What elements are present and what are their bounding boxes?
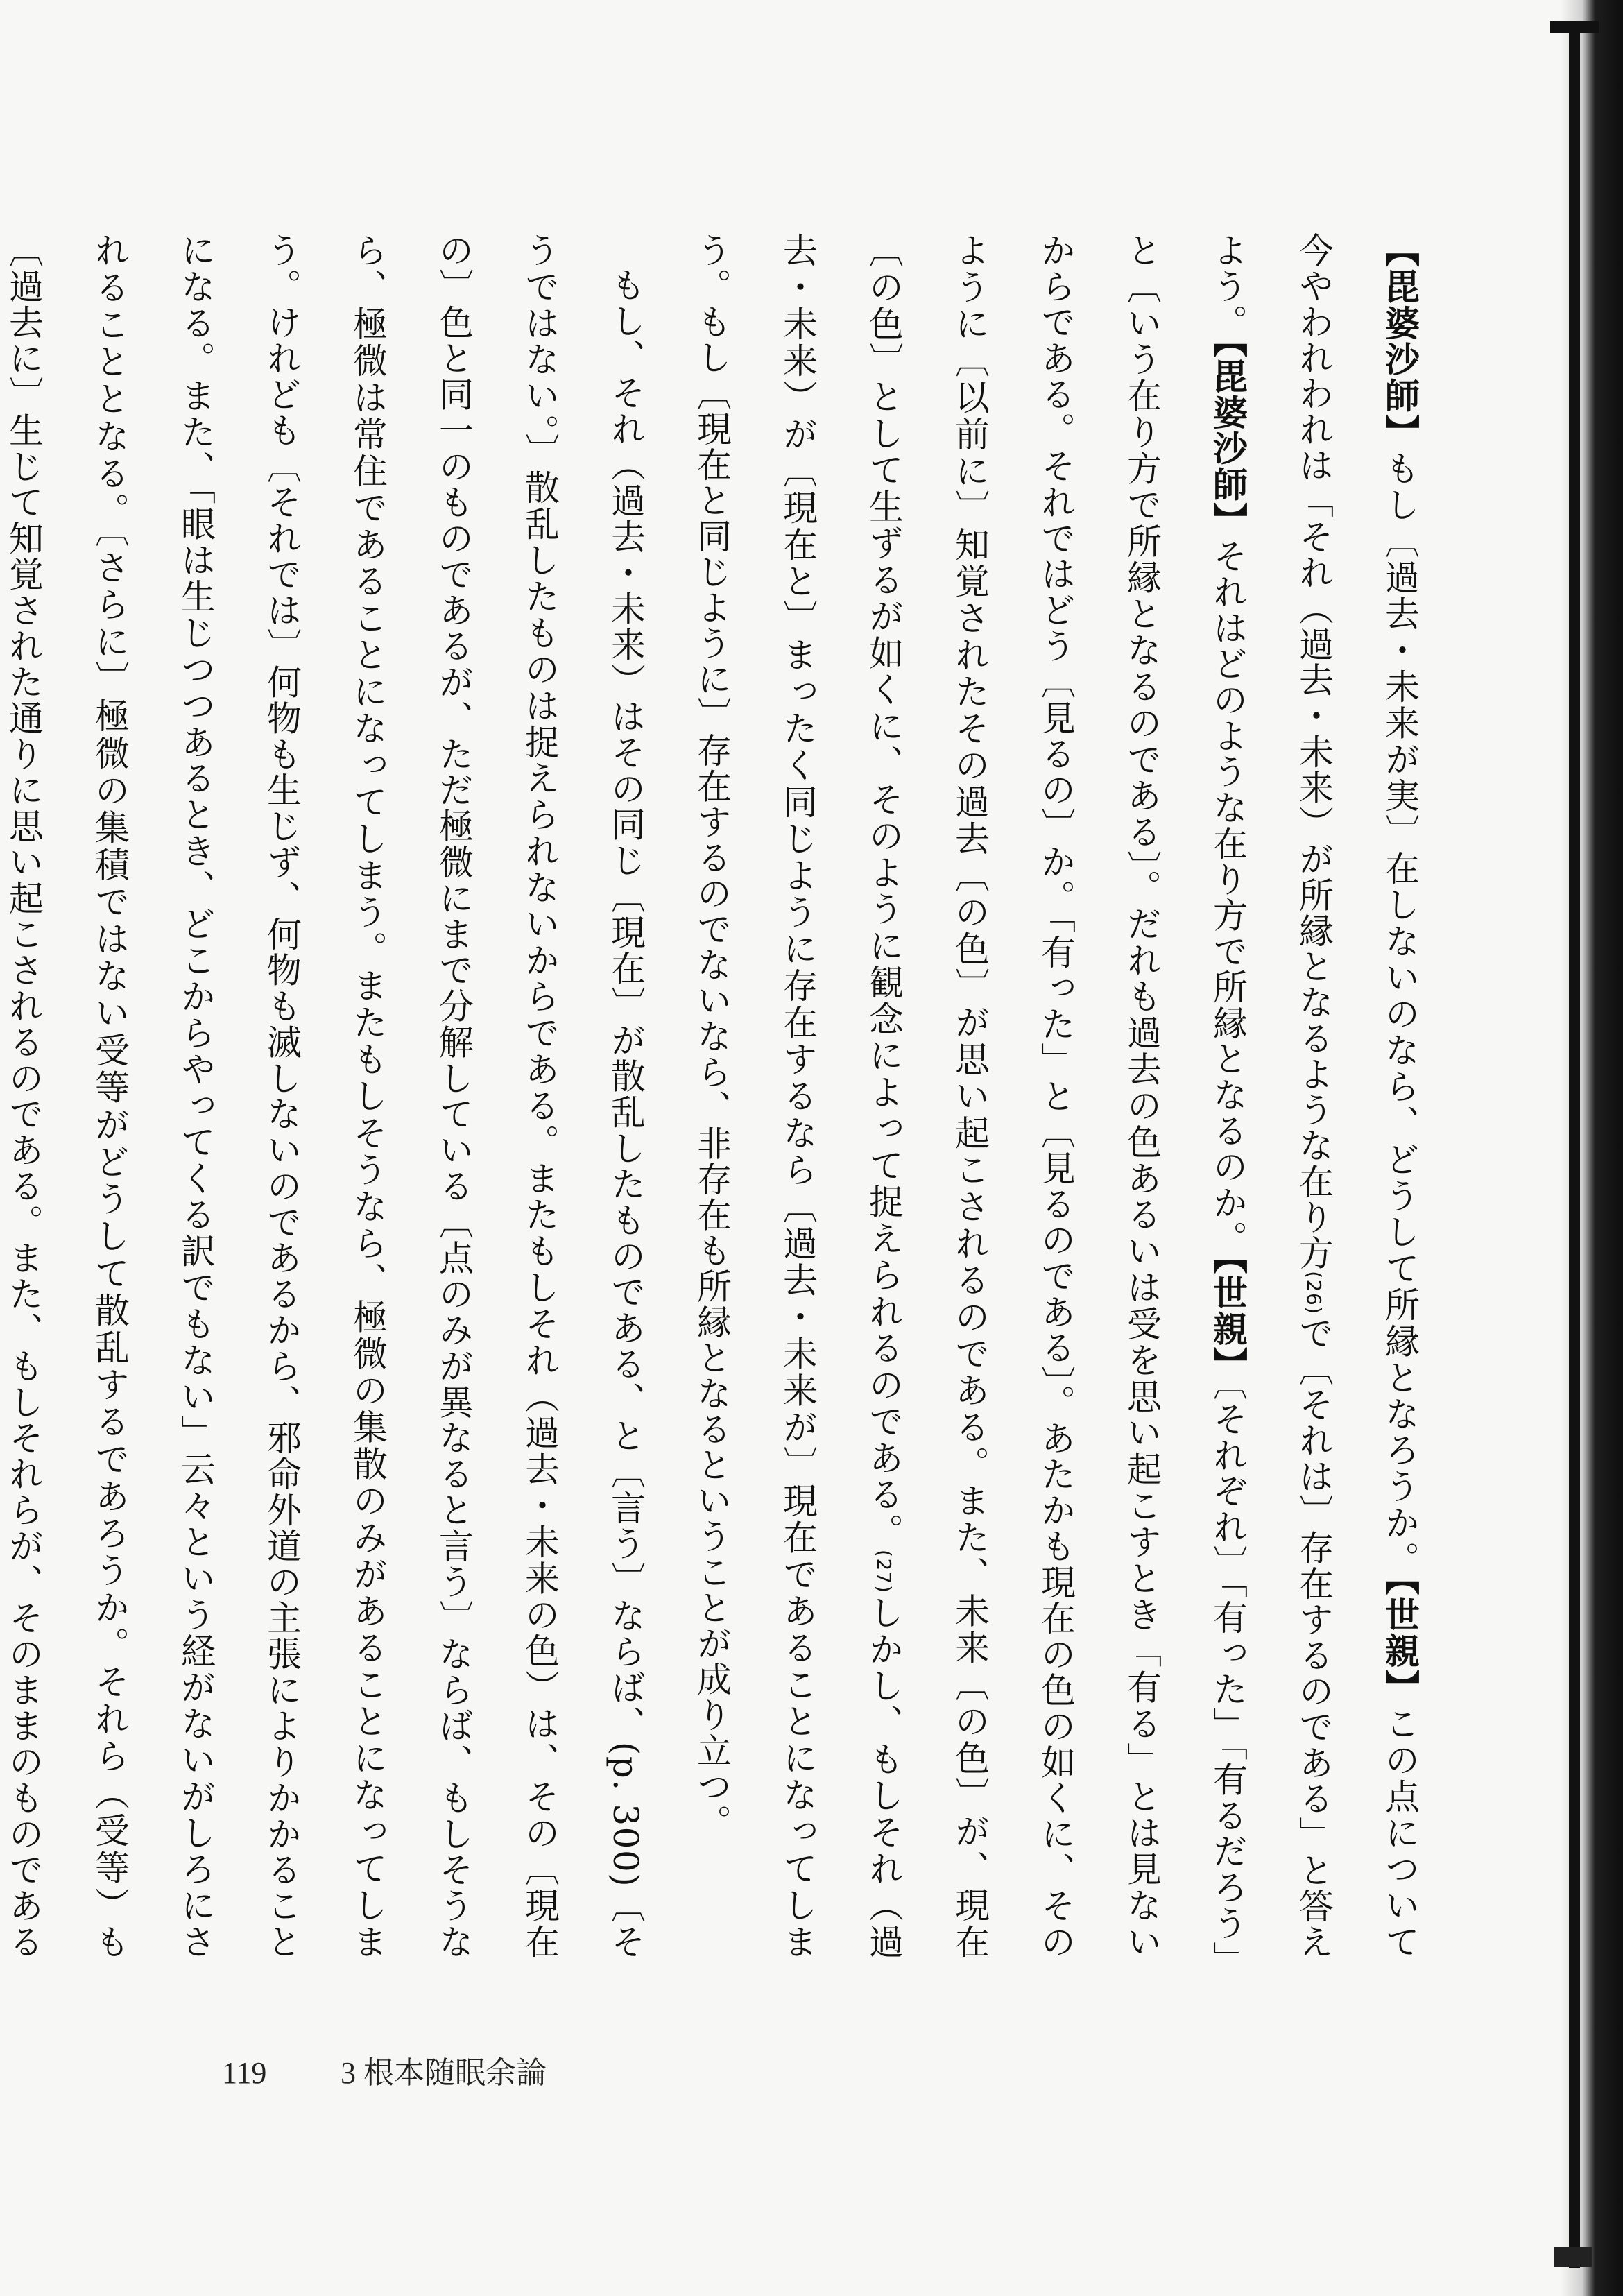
text-segment: 〔それぞれ〕「有った」「有るだろう」と〔いう在り方で所縁となるのである〕。だれも過去の色あるいは受を思い起こすとき「有る」とは見ないからである。それではどう〔見るの〕か。「有った」と〔見るのである〕。あたかも現在の色の如くに、そのように〔以前に〕知覚されたその過去〔の色〕が思い起こされるのである。また、未来〔の色〕が、現在〔の色〕として生ずるが如くに、そのように観念によって捉えられるのである。: [864, 232, 1248, 1960]
note-reference: (27): [873, 1550, 895, 1594]
speaker-label: 【世親】: [1208, 1256, 1248, 1383]
note-reference: (26): [1303, 1271, 1325, 1315]
text-segment: それはどのような在り方で所縁となるのか。: [1208, 538, 1248, 1257]
text-segment: しかし、もしそれ（過去・未来）が〔現在と〕まったく同じように存在するなら〔過去・未来が〕現在であることになってしまう。もし〔現在と同じように〕存在するのでないなら、非存在も所縁となるということが成り立つ。: [692, 232, 904, 1960]
body-paragraph: [0, 232, 669, 1960]
speaker-label: 【毘婆沙師】: [1380, 232, 1420, 451]
page-number: 119: [222, 2056, 267, 2090]
text-segment: もし、それ（過去・未来）はその同じ〔現在〕が散乱したものである、と〔言う〕ならば、(p. 300)〔そうではない。〕散乱したものは捉えられないからである。またもしそれ（過去・未来の色）は、その〔現在の〕色と同一のものであるが、ただ極微にまで分解している〔点のみが異なると言う〕ならば、もしそうなら、極微は常住であることになってしまう。またもしそうなら、極微の集散のみがあることになってしまう。けれども〔それでは〕何物も生じず、何物も滅しないのであるから、邪命外道の主張によりかかることになる。また、「眼は生じつつあるとき、どこからやってくる訳でもない」云々という経がないがしろにされることとなる。〔さらに〕極微の集積ではない受等がどうして散乱するであろうか。それら（受等）も〔過去に〕生じて知覚された通りに思い起こされるのである。また、もしそれらが、そのままのものである: [3, 232, 646, 1960]
page-footer: [222, 2048, 547, 2092]
text-segment: もし〔過去・未来が実〕在しないのなら、どうして所縁となろうか。: [1380, 450, 1420, 1578]
running-title: 3 根本随眠余論: [341, 2056, 547, 2090]
binding-foot: [1554, 2247, 1592, 2267]
text-segment: で〔それは〕存在するのである」と答えよう。: [1208, 232, 1334, 1960]
speaker-label: 【毘婆沙師】: [1208, 340, 1248, 538]
body-text: [3, 232, 1443, 1960]
binding-line: [1569, 21, 1580, 2268]
speaker-label: 【世親】: [1380, 1577, 1420, 1706]
body-paragraph: [669, 232, 1443, 1960]
text-segment: この点について今やわれわれは「それ（過去・未来）が所縁となるような在り方: [1294, 232, 1420, 1960]
binding-cap: [1550, 21, 1599, 33]
